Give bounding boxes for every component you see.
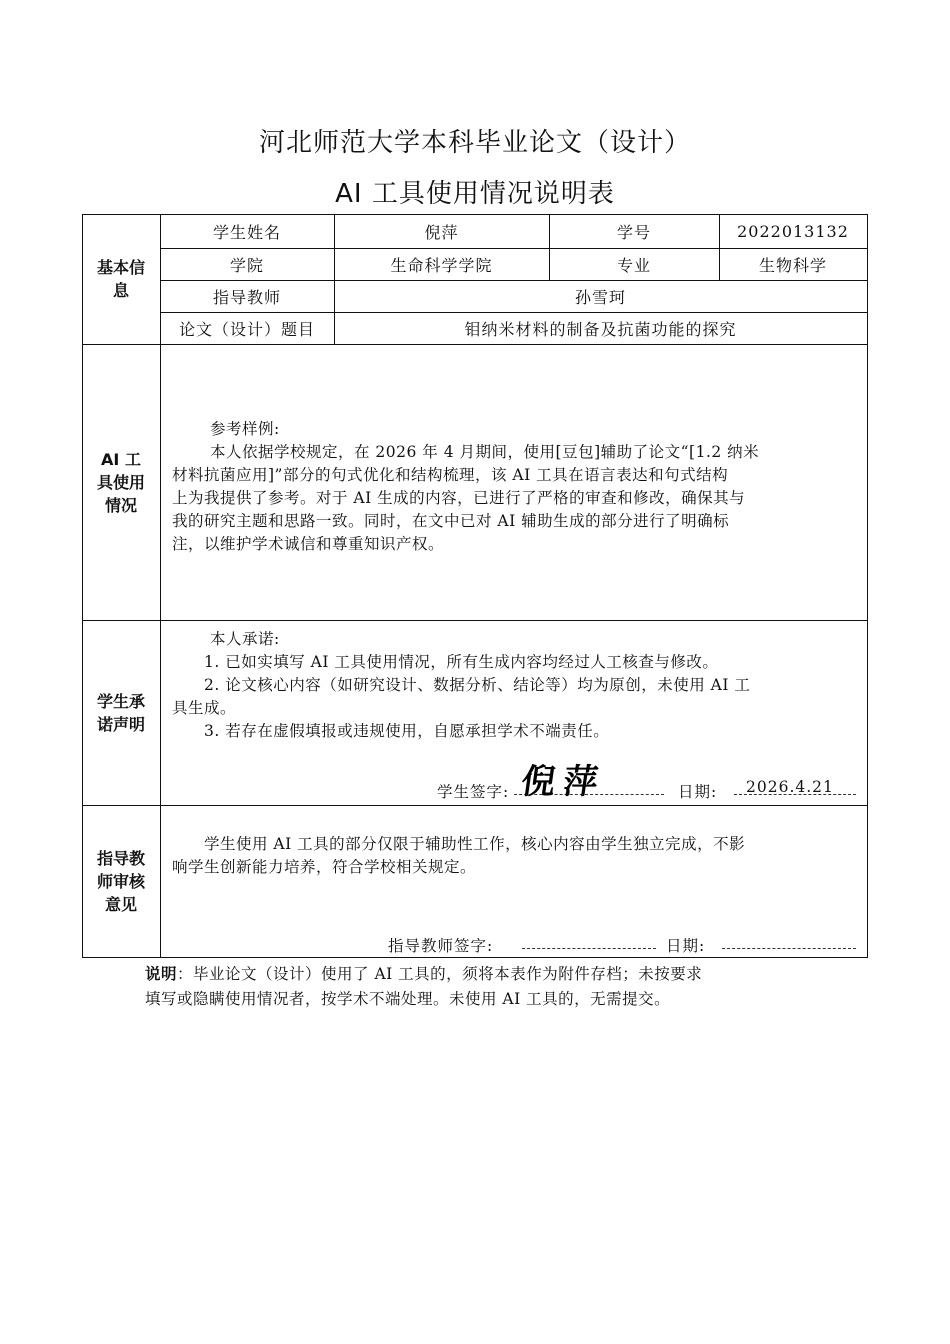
- section-label-commitment: 学生承 诺声明: [96, 691, 145, 734]
- advisor-label: 指导教师: [212, 287, 281, 307]
- student-name-label: 学生姓名: [212, 222, 281, 242]
- advisor-date-label: 日期:: [666, 937, 706, 955]
- thesis-title-label: 论文（设计）题目: [178, 319, 315, 339]
- advisor-value: 孙雪珂: [574, 287, 626, 307]
- ai-usage-line: 参考样例:: [210, 420, 280, 438]
- note-line-2: 填写或隐瞒使用情况者，按学术不端处理。未使用 AI 工具的，无需提交。: [145, 990, 671, 1008]
- section-label-advisor-review: 指导教 师审核 意见: [96, 848, 145, 914]
- student-name-value: 倪萍: [424, 222, 459, 242]
- commitment-line: 1. 已如实填写 AI 工具使用情况，所有生成内容均经过人工核查与修改。: [204, 653, 719, 671]
- ai-usage-line: 我的研究主题和思路一致。同时，在文中已对 AI 辅助生成的部分进行了明确标: [172, 512, 730, 530]
- section-label-ai-usage: AI 工 具使用 情况: [96, 449, 145, 515]
- note-line-1: [145, 962, 702, 984]
- student-date-label: 日期:: [678, 783, 718, 801]
- student-date-value: 2026.4.21: [746, 778, 834, 796]
- college-label: 学院: [229, 255, 264, 275]
- commitment-line: 2. 论文核心内容（如研究设计、数据分析、结论等）均为原创，未使用 AI 工: [204, 676, 751, 694]
- ai-usage-line: 上为我提供了参考。对于 AI 生成的内容，已进行了严格的审查和修改，确保其与: [172, 489, 746, 507]
- table-border-right: [867, 214, 868, 958]
- advisor-signature-label: 指导教师签字:: [388, 937, 494, 955]
- major-value: 生物科学: [758, 255, 827, 275]
- college-value: 生命科学学院: [390, 255, 493, 275]
- note-label: 说明: [145, 965, 178, 983]
- section-divider: [82, 805, 868, 806]
- commitment-line: 具生成。: [172, 699, 237, 717]
- commitment-line: 3. 若存在虚假填报或违规使用，自愿承担学术不端责任。: [204, 722, 610, 740]
- major-label: 专业: [616, 255, 651, 275]
- section-label-basic-info: 基本信 息: [96, 258, 145, 300]
- table-border-bottom: [82, 957, 868, 958]
- note-text: ：毕业论文（设计）使用了 AI 工具的，须将本表作为附件存档；未按要求: [177, 965, 703, 983]
- section-divider: [82, 344, 868, 345]
- thesis-title-value: 钼纳米材料的制备及抗菌功能的探究: [464, 319, 737, 339]
- student-handwritten-signature: 倪萍: [518, 762, 609, 802]
- advisor-date-line: [722, 948, 856, 949]
- section-divider: [82, 620, 868, 621]
- advisor-signature-line: [522, 948, 656, 949]
- advisor-review-line: 学生使用 AI 工具的部分仅限于辅助性工作，核心内容由学生独立完成，不影: [204, 835, 746, 853]
- student-id-label: 学号: [616, 222, 651, 242]
- student-signature-label: 学生签字:: [437, 783, 510, 801]
- ai-usage-line: 本人依据学校规定，在 2026 年 4 月期间，使用[豆包]辅助了论文“[1.2 纳米: [210, 443, 760, 461]
- commitment-line: 本人承诺:: [210, 630, 280, 648]
- form-title: 河北师范大学本科毕业论文（设计）: [258, 128, 691, 158]
- ai-usage-form-table: [82, 214, 868, 958]
- ai-usage-line: 材料抗菌应用]”部分的句式优化和结构梳理，该 AI 工具在语言表达和句式结构: [172, 466, 729, 484]
- ai-usage-line: 注，以维护学术诚信和尊重知识产权。: [172, 535, 445, 553]
- form-subtitle: AI 工具使用情况说明表: [335, 179, 615, 209]
- advisor-review-line: 响学生创新能力培养，符合学校相关规定。: [172, 858, 477, 876]
- student-id-value: 2022013132: [737, 221, 849, 241]
